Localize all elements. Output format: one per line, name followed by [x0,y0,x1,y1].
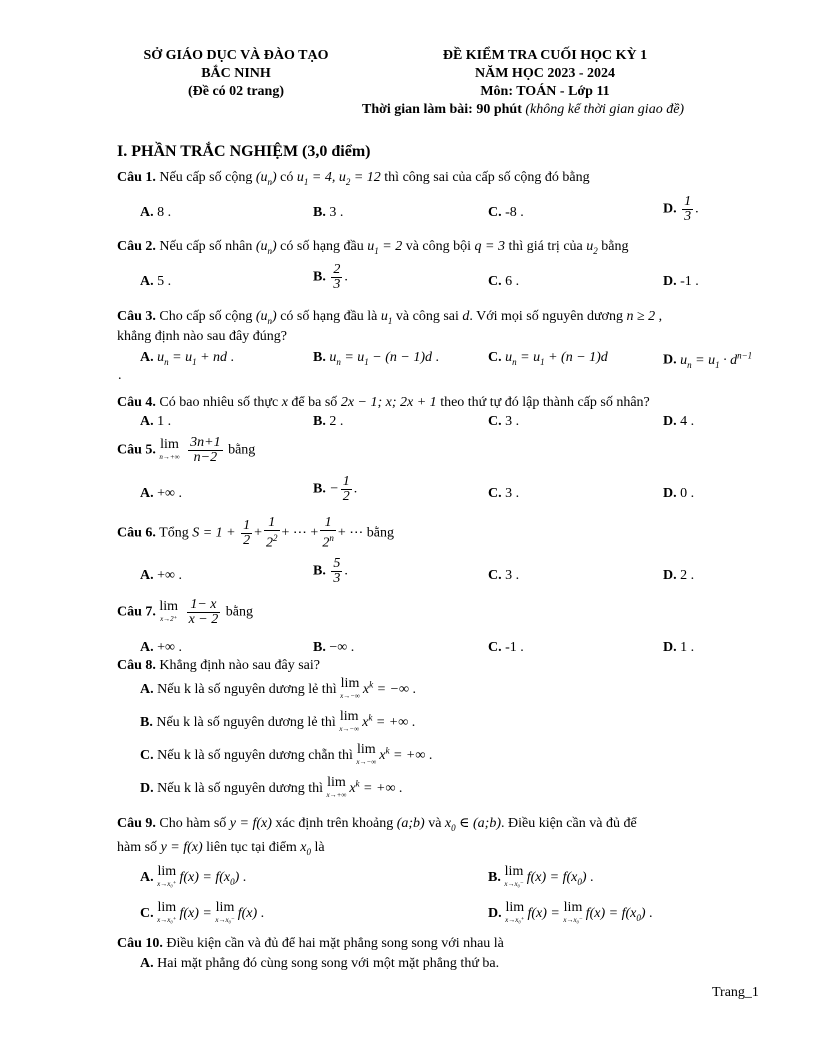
q1-option-a[interactable]: A. 8 . [140,205,172,220]
q10-option-a[interactable]: A. Hai mặt phẳng đó cùng song song với một mặt phẳng thứ ba. [140,956,500,971]
exam-time-note: (không kể thời gian giao đề) [525,102,685,117]
q4-option-d[interactable]: D. 4 . [663,414,695,429]
q9-option-a[interactable]: A. lim x→x₀⁺ $f(x) = f(x_0)$ . [140,864,247,888]
exam-title: ĐỀ KIỂM TRA CUỐI HỌC KỲ 1 [442,48,648,63]
q6-label: Câu 6. [117,525,156,541]
q7-label: Câu 7. [117,604,156,620]
q4-text: Có bao nhiêu số thực [159,395,279,410]
q6-text-b: bằng [366,525,394,541]
q2-text-b: có số hạng đầu [280,239,364,254]
q8-option-c[interactable]: C. Nếu k là số nguyên dương chẵn thì lim x→−∞ $x^k$ = +∞ . [140,742,433,766]
q9-text: Cho hàm số [159,816,227,831]
q1-option-c[interactable]: C. -8 . [488,205,524,220]
q1-option-d[interactable]: D. $\frac{1}{3}$ . [663,194,699,224]
q3-text-d: . Với mọi số nguyên dương [469,309,623,324]
q9-option-d[interactable]: D. lim x→x₀⁺ f(x) = lim x→x₀⁻ $f(x) = f(x_0)$ . [488,900,653,924]
question-9: Câu 9. Cho hàm số y = f(x) xác định trên khoảng (a;b) và $x_0$ ∈ (a;b). Điều kiện cần và đủ để [117,816,637,833]
q9-line2: hàm số y = f(x) liên tục tại điểm $x_0$ là [117,840,325,857]
q6-option-d[interactable]: D. 2 . [663,568,695,583]
q9-text-b: xác định trên khoảng [275,816,394,831]
q2-text-d: thì giá trị của [508,239,583,254]
department-name: SỞ GIÁO DỤC VÀ ĐÀO TẠO [143,48,329,63]
q7-option-c[interactable]: C. -1 . [488,640,524,655]
q2-option-b[interactable]: B. $\frac{2}{3}$ . [313,262,348,292]
q6-option-b[interactable]: B. $\frac{5}{3}$ . [313,556,348,586]
q5-text: bằng [228,442,256,458]
school-year: NĂM HỌC 2023 - 2024 [475,66,615,81]
q5-option-d[interactable]: D. 0 . [663,486,695,501]
q5-label: Câu 5. [117,442,156,458]
question-2: Câu 2. Nếu cấp số nhân $(u_n)$ có số hạng đầu $u_1 = 2$ và công bội q = 3 thì giá trị của $u_2$ bằng [117,239,629,256]
q3-option-b[interactable]: B. $u_n = u_1 - (n - 1)d$ . [313,350,440,367]
q1-text-b: có [280,170,294,185]
q2-label: Câu 2. [117,239,156,254]
q7-option-d[interactable]: D. 1 . [663,640,695,655]
q9-text-d: . Điều kiện cần và đủ để [500,816,637,831]
q6-option-a[interactable]: A. +∞ . [140,568,183,583]
q2-text-c: và công bội [405,239,472,254]
q5-option-b[interactable]: B. − $\frac{1}{2}$ . [313,474,358,504]
question-4: Câu 4. Có bao nhiêu số thực x để ba số 2x − 1; x; 2x + 1 theo thứ tự đó lập thành cấp số nhân? [117,395,650,410]
exam-time-bold: Thời gian làm bài: 90 phút [362,102,522,117]
q9-text-c: và [428,816,442,831]
q10-label: Câu 10. [117,936,163,951]
q9-label: Câu 9. [117,816,156,831]
q1-text: Nếu cấp số cộng [159,170,253,185]
q5-option-c[interactable]: C. 3 . [488,486,520,501]
q3-label: Câu 3. [117,309,156,324]
q3-option-c[interactable]: C. $u_n = u_1 + (n - 1)d$ [488,350,608,367]
question-8 [117,658,320,674]
province-name: BẮC NINH [201,66,271,81]
stray-dot: . [118,368,122,383]
q3-text-b: có số hạng đầu là [280,309,378,324]
page-count-note: (Đề có 02 trang) [187,84,285,99]
q6-option-c[interactable]: C. 3 . [488,568,520,583]
q10-text: Điều kiện cần và đủ để hai mặt phẳng song song với nhau là [166,936,504,951]
q3-line2: khẳng định nào sau đây đúng? [117,329,287,344]
q2-option-a[interactable]: A. 5 . [140,274,172,289]
q8-option-a[interactable]: A. Nếu k là số nguyên dương lẻ thì lim x→−∞ $x^k$ = −∞ . [140,676,417,700]
q8-option-d[interactable]: D. Nếu k là số nguyên dương thì lim x→+∞ $x^k$ = +∞ . [140,775,403,799]
q8-option-b[interactable]: B. Nếu k là số nguyên dương lẻ thì lim x→−∞ $x^k$ = +∞ . [140,709,416,733]
q6-text: Tổng [159,525,189,541]
q7-text: bằng [225,604,253,620]
q2-option-d[interactable]: D. -1 . [663,274,699,289]
question-7: Câu 7. lim x→2⁺ $\frac{1- x}{x - 2}$ bằng [117,597,253,627]
q7-option-b[interactable]: B. −∞ . [313,640,355,655]
q3-option-a[interactable]: A. $u_n = u_1$ + nd . [140,350,235,367]
q1-option-b[interactable]: B. 3 . [313,205,344,220]
q5-option-a[interactable]: A. +∞ . [140,486,183,501]
q9-option-b[interactable]: B. lim x→x₀⁻ $f(x) = f(x_0)$ . [488,864,594,888]
q1-label: Câu 1. [117,170,156,185]
subject: Môn: TOÁN - Lớp 11 [480,84,610,99]
question-3: Câu 3. Cho cấp số cộng $(u_n)$ có số hạng đầu là $u_1$ và công sai d. Với mọi số nguyên dương n ≥ 2 , [117,309,663,326]
q4-label: Câu 4. [117,395,156,410]
section-title: I. PHẦN TRẮC NGHIỆM (3,0 điểm) [117,143,371,160]
exam-time [362,102,684,118]
q8-label: Câu 8. [117,658,156,673]
q2-option-c[interactable]: C. 6 . [488,274,520,289]
question-1: Câu 1. Nếu cấp số cộng $(u_n)$ có $u_1 = 4$, $u_2 = 12$ thì công sai của cấp số cộng đó bằng [117,170,590,187]
q4-option-b[interactable]: B. 2 . [313,414,344,429]
q7-option-a[interactable]: A. +∞ . [140,640,183,655]
q2-text-e: bằng [601,239,629,254]
q4-text-c: theo thứ tự đó lập thành cấp số nhân? [440,395,650,410]
q1-text-c: thì công sai của cấp số cộng đó bằng [384,170,590,185]
q3-option-d[interactable]: D. $u_n = u_1 \cdot d^{n-1}$ [663,350,753,370]
question-10 [117,936,504,952]
q8-text: Khẳng định nào sau đây sai? [159,658,320,673]
question-5: Câu 5. lim n→+∞ $\frac{3n+1}{n-2}$ bằng [117,435,256,465]
q9-option-c[interactable]: C. lim x→x₀⁺ f(x) = lim x→x₀⁻ f(x) . [140,900,265,924]
q3-text-c: và công sai [395,309,459,324]
q3-text: Cho cấp số cộng [159,309,253,324]
q2-text: Nếu cấp số nhân [159,239,253,254]
q4-option-c[interactable]: C. 3 . [488,414,520,429]
page-footer: Trang_1 [712,985,759,1000]
question-6: Câu 6. Tổng S = 1 + $\frac{1}{2}$ + $\frac{1}{2^2}$ + ⋯ + $\frac{1}{2^n}$ + ⋯ bằng [117,515,394,551]
q4-option-a[interactable]: A. 1 . [140,414,172,429]
q4-text-b: để ba số [291,395,338,410]
